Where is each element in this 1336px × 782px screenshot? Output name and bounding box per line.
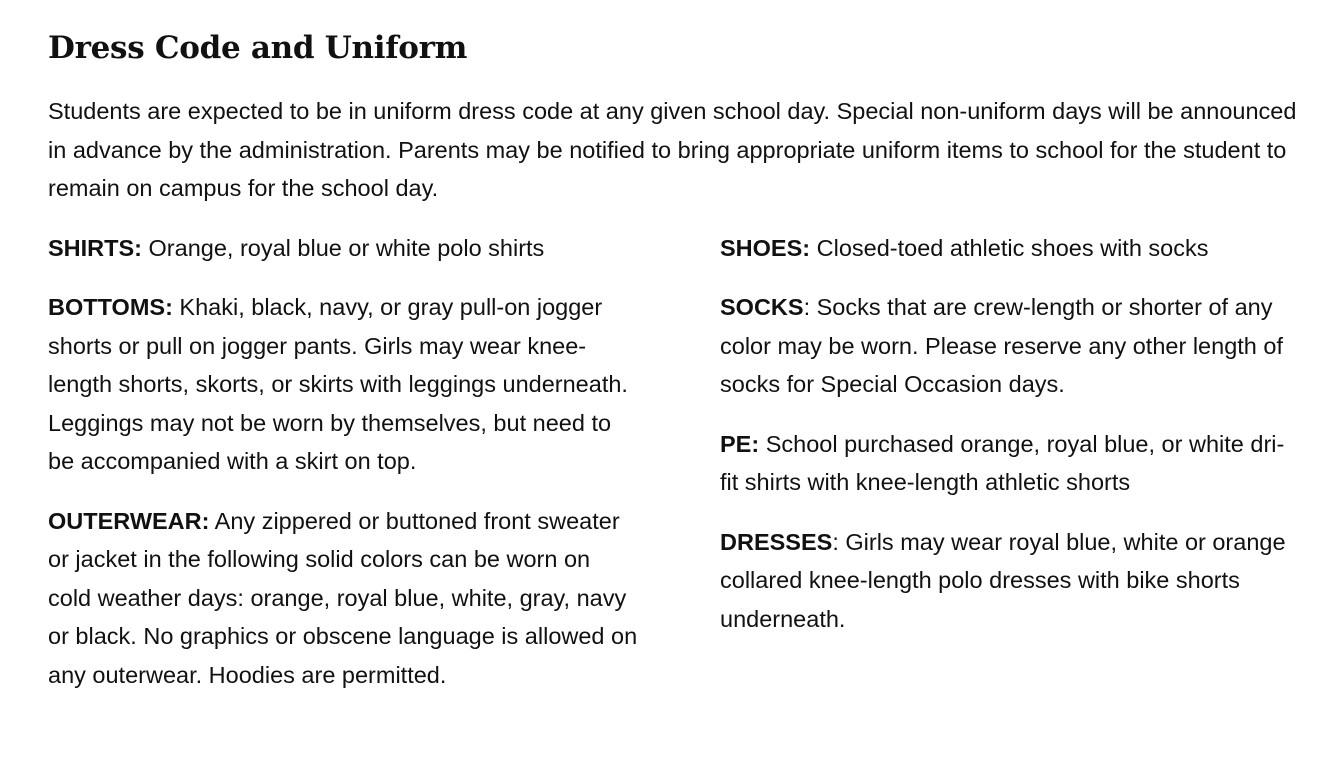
left-column: [48, 229, 638, 716]
shirts-text: Orange, royal blue or white polo shirts: [142, 234, 545, 261]
pe-item: [720, 425, 1298, 502]
socks-item: [720, 288, 1298, 404]
shirts-item: [48, 229, 638, 268]
socks-text: : Socks that are crew-length or shorter of any color may be worn. Please reserve any other length of socks for Special Occasion days.: [720, 294, 1283, 397]
dresses-item: [720, 523, 1298, 639]
socks-label: SOCKS: [720, 294, 804, 320]
shoes-text: Closed-toed athletic shoes with socks: [810, 234, 1209, 261]
dresses-text: : Girls may wear royal blue, white or orange collared knee-length polo dresses with bike shorts underneath.: [720, 528, 1286, 632]
right-column: [720, 229, 1298, 660]
outerwear-item: [48, 502, 638, 695]
outerwear-label: OUTERWEAR:: [48, 507, 210, 534]
document-page: [48, 26, 1298, 688]
dresses-label: DRESSES: [720, 528, 833, 555]
pe-text: School purchased orange, royal blue, or white dri-fit shirts with knee-length athletic shorts: [720, 430, 1285, 495]
page-title: Dress Code and Uniform: [48, 30, 468, 66]
shoes-label: SHOES:: [720, 234, 811, 261]
bottoms-text: Khaki, black, navy, or gray pull-on jogger shorts or pull on jogger pants. Girls may wear knee-length shorts, skorts, or skirts with leggings underneath. Leggings may not be worn by themselves, but need to be accompanied with a skirt on top.: [48, 294, 628, 474]
outerwear-text: Any zippered or buttoned front sweater or jacket in the following solid colors can be worn on cold weather days: orange, royal blue, white, gray, navy or black. No graphics or obscene language is allowed on any outerwear. Hoodies are permitted.: [48, 507, 638, 688]
pe-label: PE:: [720, 430, 760, 457]
shoes-item: [720, 229, 1298, 268]
bottoms-item: [48, 288, 638, 481]
shirts-label: SHIRTS:: [48, 234, 142, 261]
intro-paragraph: Students are expected to be in uniform dress code at any given school day. Special non-uniform days will be announced in advance by the administration. Parents may be notified to bring appropriate uniform items to school for the student to remain on campus for the school day.: [48, 98, 1297, 201]
bottoms-label: BOTTOMS:: [48, 294, 173, 320]
